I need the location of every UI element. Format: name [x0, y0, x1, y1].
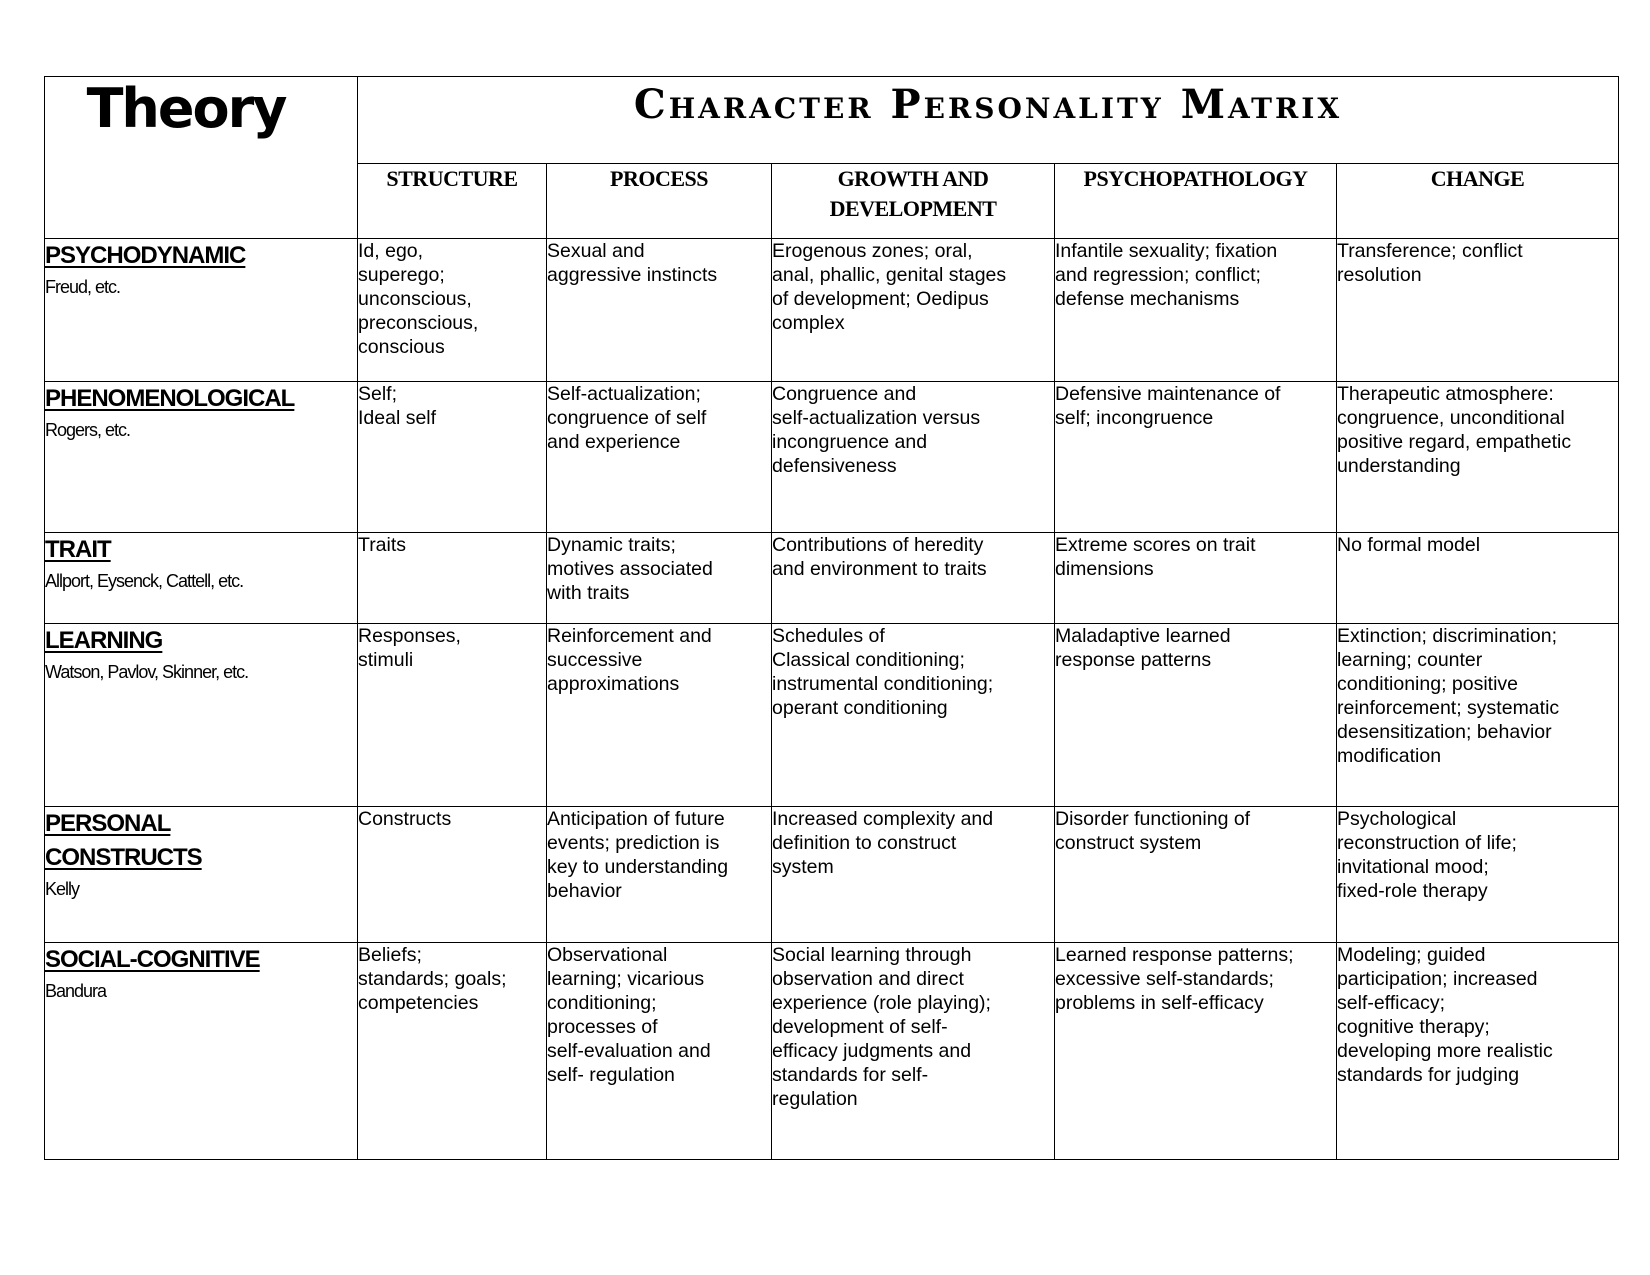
table-cell: Social learning through observation and direct experience (role playing); development of self- efficacy judgments and standards for self- regulation — [772, 943, 1055, 1160]
table-cell: Psychological reconstruction of life; invitational mood; fixed-role therapy — [1337, 807, 1619, 943]
table-cell: Traits — [358, 533, 547, 624]
table-cell: Congruence and self-actualization versus incongruence and defensiveness — [772, 382, 1055, 533]
theory-name-cell — [45, 382, 358, 533]
column-header-growth: GROWTH AND DEVELOPMENT — [829, 166, 997, 221]
table-row — [45, 624, 1619, 807]
column-header-process: PROCESS — [610, 166, 708, 191]
table-cell: Erogenous zones; oral, anal, phallic, genital stages of development; Oedipus complex — [772, 239, 1055, 382]
column-header — [358, 164, 547, 239]
table-cell: Infantile sexuality; fixation and regression; conflict; defense mechanisms — [1055, 239, 1337, 382]
theory-title: TRAIT — [45, 536, 111, 563]
theory-name-cell — [45, 943, 358, 1160]
table-cell: Reinforcement and successive approximations — [547, 624, 772, 807]
table-row — [45, 382, 1619, 533]
theory-title: PHENOMENOLOGICAL — [45, 385, 295, 412]
table-cell: Modeling; guided participation; increased self-efficacy; cognitive therapy; developing more realistic standards for judging — [1337, 943, 1619, 1160]
table-cell: Extreme scores on trait dimensions — [1055, 533, 1337, 624]
table-cell: Beliefs; standards; goals; competencies — [358, 943, 547, 1160]
table-cell: Learned response patterns; excessive self-standards; problems in self-efficacy — [1055, 943, 1337, 1160]
theorist: Freud, etc. — [45, 277, 121, 297]
table-cell: Disorder functioning of construct system — [1055, 807, 1337, 943]
table-cell: Observational learning; vicarious conditioning; processes of self-evaluation and self- regulation — [547, 943, 772, 1160]
table-cell: Sexual and aggressive instincts — [547, 239, 772, 382]
table-cell: Extinction; discrimination; learning; counter conditioning; positive reinforcement; systematic desensitization; behavior modification — [1337, 624, 1619, 807]
theory-title: SOCIAL-COGNITIVE — [45, 946, 260, 973]
table-cell: Constructs — [358, 807, 547, 943]
table-row — [45, 533, 1619, 624]
table-cell: Self; Ideal self — [358, 382, 547, 533]
theory-title: PSYCHODYNAMIC — [45, 242, 246, 269]
table-cell: Contributions of heredity and environment to traits — [772, 533, 1055, 624]
theorist: Rogers, etc. — [45, 420, 131, 440]
column-header — [772, 164, 1055, 239]
theory-title: LEARNING — [45, 627, 163, 654]
theory-name-cell — [45, 624, 358, 807]
table-cell: Defensive maintenance of self; incongruence — [1055, 382, 1337, 533]
title-row — [45, 77, 1619, 164]
table-row — [45, 943, 1619, 1160]
column-header-change: CHANGE — [1430, 166, 1525, 191]
table-cell: Dynamic traits; motives associated with traits — [547, 533, 772, 624]
table-row — [45, 239, 1619, 382]
table-cell: Anticipation of future events; prediction is key to understanding behavior — [547, 807, 772, 943]
column-header — [1055, 164, 1337, 239]
table-cell: Transference; conflict resolution — [1337, 239, 1619, 382]
theory-corner-label: Theory — [86, 77, 286, 140]
table-row — [45, 807, 1619, 943]
theorist: Kelly — [45, 879, 80, 899]
title-cell — [358, 77, 1619, 164]
theory-title: PERSONAL CONSTRUCTS — [45, 810, 202, 871]
theorist: Watson, Pavlov, Skinner, etc. — [45, 662, 249, 682]
table-cell: Self-actualization; congruence of self and experience — [547, 382, 772, 533]
theory-name-cell — [45, 807, 358, 943]
table-cell: Increased complexity and definition to construct system — [772, 807, 1055, 943]
table-cell: Maladaptive learned response patterns — [1055, 624, 1337, 807]
column-header-psychopathology: PSYCHOPATHOLOGY — [1083, 166, 1308, 191]
theory-name-cell — [45, 533, 358, 624]
table-cell: Schedules of Classical conditioning; instrumental conditioning; operant conditioning — [772, 624, 1055, 807]
theorist: Allport, Eysenck, Cattell, etc. — [45, 571, 244, 591]
column-header — [547, 164, 772, 239]
table-cell: Therapeutic atmosphere: congruence, unconditional positive regard, empathetic understanding — [1337, 382, 1619, 533]
theorist: Bandura — [45, 981, 107, 1001]
personality-matrix-table — [44, 76, 1619, 1160]
matrix-title: Character Personality Matrix — [633, 81, 1343, 128]
column-header-structure: STRUCTURE — [386, 166, 518, 191]
table-cell: Id, ego, superego; unconscious, preconscious, conscious — [358, 239, 547, 382]
theory-corner-cell — [45, 77, 358, 239]
theory-name-cell — [45, 239, 358, 382]
table-cell: Responses, stimuli — [358, 624, 547, 807]
table-cell: No formal model — [1337, 533, 1619, 624]
column-header — [1337, 164, 1619, 239]
